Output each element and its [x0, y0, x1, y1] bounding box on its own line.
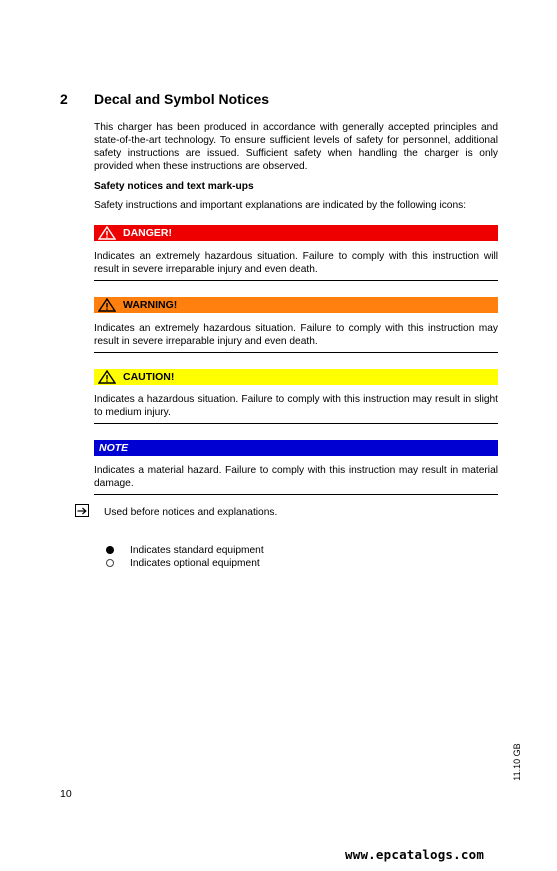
arrow-note-text: Used before notices and explanations. [104, 507, 278, 518]
optional-equipment-text: Indicates optional equipment [130, 558, 260, 569]
document-code: 11.10 GB [512, 743, 522, 781]
note-text: Indicates a material hazard. Failure to comply with this instruction may result in material damage. [94, 465, 498, 489]
danger-text: Indicates an extremely hazardous situation. Failure to comply with this instruction will result in severe irreparable injury and even death. [94, 251, 498, 275]
warning-triangle-icon [98, 226, 116, 240]
warning-text: Indicates an extremely hazardous situation. Failure to comply with this instruction may result in severe irreparable injury and even death. [94, 323, 498, 347]
warning-label: WARNING! [123, 299, 178, 311]
divider [94, 494, 498, 495]
warning-banner [94, 297, 498, 313]
caution-label: CAUTION! [123, 371, 175, 383]
warning-triangle-icon [98, 370, 116, 384]
warning-triangle-icon [98, 298, 116, 312]
watermark: www.epcatalogs.com [345, 847, 485, 862]
divider [94, 280, 498, 281]
divider [94, 352, 498, 353]
note-label: NOTE [99, 442, 129, 454]
safety-intro: Safety instructions and important explanations are indicated by the following icons: [94, 200, 467, 211]
arrow-right-icon [75, 504, 89, 517]
safety-heading: Safety notices and text mark-ups [94, 181, 254, 192]
intro-paragraph: This charger has been produced in accordance with generally accepted principles and state-of-the-art technology. To ensure sufficient levels of safety for personnel, additional safety instructions are issued. Sufficient safety when handling the charger is only provided when these instructions are observed. [94, 122, 498, 172]
page-number: 10 [60, 788, 72, 800]
divider [94, 423, 498, 424]
caution-text: Indicates a hazardous situation. Failure to comply with this instruction may result in slight to medium injury. [94, 394, 498, 418]
caution-banner [94, 369, 498, 385]
standard-equipment-text: Indicates standard equipment [130, 545, 264, 556]
danger-banner [94, 225, 498, 241]
section-number: 2 [60, 91, 68, 107]
danger-label: DANGER! [123, 227, 172, 239]
open-circle-icon [106, 559, 114, 567]
note-banner [94, 440, 498, 456]
filled-circle-icon [106, 546, 114, 554]
section-title: Decal and Symbol Notices [94, 91, 270, 107]
